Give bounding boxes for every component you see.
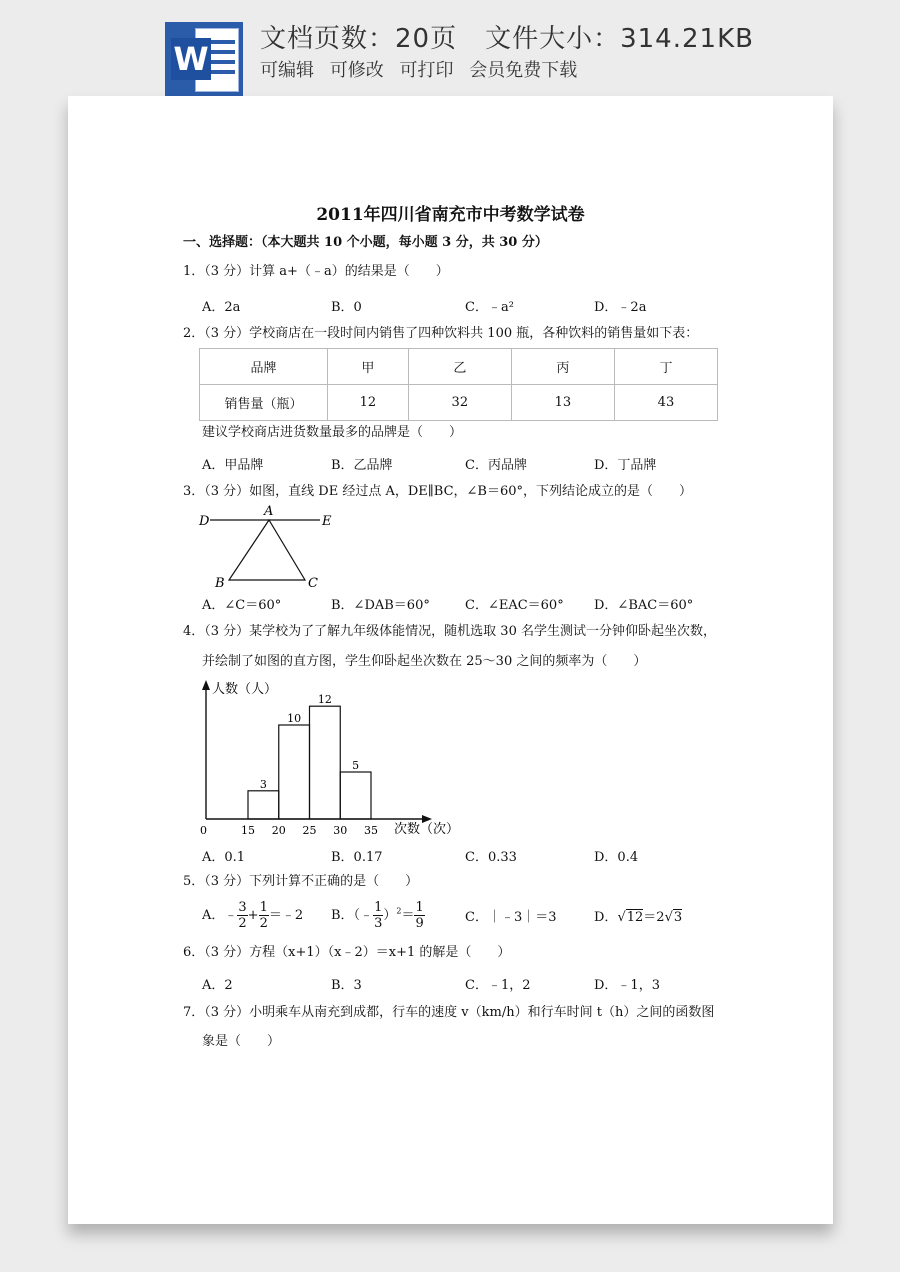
x-tick-label: 30 (333, 824, 348, 837)
table-cell: 销售量（瓶） (200, 385, 328, 421)
radicand: 12 (626, 910, 644, 925)
q5-option-a (202, 900, 303, 931)
q5d-prefix: D． (594, 910, 618, 925)
q5-option-d (594, 906, 682, 925)
feature-list (260, 56, 587, 82)
q3-option-b: B．∠DAB＝60° (331, 598, 430, 613)
section-heading: 一、选择题：（本大题共 10 个小题，每小题 3 分，共 30 分） (183, 235, 548, 250)
x-tick-label: 15 (241, 824, 255, 837)
triangle-figure (196, 504, 346, 588)
q2-option-c: C．丙品牌 (465, 458, 527, 473)
numerator: 1 (259, 900, 268, 915)
file-meta-line (260, 18, 754, 55)
feature-modifiable: 可修改 (329, 60, 384, 81)
denominator: 2 (259, 916, 268, 931)
histogram-bar (310, 706, 341, 819)
word-w-glyph: W (171, 38, 211, 80)
q2-option-d: D．丁品牌 (594, 458, 657, 473)
fraction (414, 900, 424, 931)
histogram-bar (279, 725, 310, 819)
sqrt-symbol: √ (617, 910, 626, 925)
question-7-stem-line2: 象是（ ） (202, 1034, 281, 1049)
q3-option-a: A．∠C＝60° (202, 598, 282, 613)
question-7-stem-line1: 7．（3 分）小明乘车从南充到成都，行车的速度 v（km/h）和行车时间 t（h）之间的函数图 (183, 1005, 715, 1020)
x-axis-label: 次数（次） (394, 822, 460, 837)
bar-data-label: 5 (352, 759, 360, 772)
histogram-bars (248, 693, 371, 819)
table-row (200, 349, 718, 385)
question-4-stem-line2: 并绘制了如图的直方图，学生仰卧起坐次数在 25～30 之间的频率为（ ） (202, 654, 647, 669)
bar-data-label: 12 (317, 693, 332, 707)
q5a-plus: + (247, 908, 259, 923)
numerator: 1 (415, 900, 424, 915)
q3-option-c: C．∠EAC＝60° (465, 598, 564, 613)
table-cell: 12 (327, 385, 408, 421)
q5a-prefix: A．﹣ (202, 908, 238, 923)
label-b: B (215, 576, 225, 588)
sales-table (199, 348, 718, 421)
feature-member-download: 会员免费下载 (469, 60, 578, 81)
page-count: 文档页数：20页 (260, 24, 458, 54)
q6-option-b: B．3 (331, 978, 362, 993)
histogram-bar (248, 791, 279, 819)
word-document-icon (165, 22, 243, 96)
x-tick-label: 25 (302, 824, 317, 837)
q2-option-a: A．甲品牌 (202, 458, 264, 473)
histogram-chart (196, 674, 466, 840)
table-cell: 丙 (511, 349, 614, 385)
histogram-ticks (200, 824, 378, 837)
bar-data-label: 10 (287, 712, 302, 725)
y-axis-label: 人数（人） (212, 682, 278, 697)
header-banner (0, 0, 900, 100)
feature-printable: 可打印 (399, 60, 454, 81)
q5-option-c: C．｜﹣3｜＝3 (465, 910, 557, 925)
question-1-stem: 1．（3 分）计算 a+（﹣a）的结果是（ ） (183, 264, 449, 279)
q6-option-d: D．﹣1，3 (594, 978, 660, 993)
question-3-stem: 3．（3 分）如图，直线 DE 经过点 A，DE∥BC，∠B＝60°，下列结论成立的是（ ） (183, 484, 693, 499)
fraction (373, 900, 383, 931)
x-tick-label: 0 (200, 824, 207, 837)
q5b-equals: ＝ (401, 908, 415, 923)
q4-option-c: C．0.33 (465, 850, 517, 865)
question-2-stem: 2．（3 分）学校商店在一段时间内销售了四种饮料共 100 瓶，各种饮料的销售量如下表： (183, 326, 699, 341)
q4-option-d: D．0.4 (594, 850, 639, 865)
q2-follow-up: 建议学校商店进货数量最多的品牌是（ ） (202, 425, 463, 440)
label-d: D (199, 514, 210, 529)
question-6-stem: 6．（3 分）方程（x+1）（x﹣2）＝x+1 的解是（ ） (183, 945, 511, 960)
table-cell: 品牌 (200, 349, 328, 385)
q2-option-b: B．乙品牌 (331, 458, 393, 473)
x-tick-label: 35 (364, 824, 378, 837)
q5b-paren: ） (383, 908, 397, 923)
q1-option-b: B．0 (331, 300, 362, 315)
q5b-prefix: B．（﹣ (331, 908, 374, 923)
q5b-exponent: 2 (396, 906, 402, 916)
feature-editable: 可编辑 (260, 60, 314, 81)
document-title: 2011年四川省南充市中考数学试卷 (316, 205, 585, 225)
q1-option-a: A．2a (202, 300, 241, 315)
q6-option-c: C．﹣1，2 (465, 978, 531, 993)
table-row (200, 385, 718, 421)
fraction (237, 900, 247, 931)
label-a: A (264, 504, 274, 519)
bar-data-label: 3 (259, 777, 267, 791)
q1-option-d: D．﹣2a (594, 300, 647, 315)
q5a-tail: ＝﹣2 (268, 908, 304, 923)
numerator: 1 (374, 900, 383, 915)
q3-option-d: D．∠BAC＝60° (594, 598, 694, 613)
histogram-bar (340, 772, 371, 819)
x-tick-label: 20 (271, 824, 286, 837)
document-page[interactable] (68, 96, 833, 1224)
q1-option-c: C．﹣a² (465, 300, 514, 315)
table-cell: 43 (614, 385, 717, 421)
denominator: 9 (415, 916, 424, 931)
table-cell: 甲 (327, 349, 408, 385)
fraction (259, 900, 269, 931)
numerator: 3 (238, 900, 247, 915)
q5d-mid: ＝2 (643, 910, 665, 925)
q5-option-b (331, 900, 425, 931)
triangle-abc (229, 520, 305, 580)
label-c: C (308, 576, 318, 588)
denominator: 2 (238, 916, 247, 931)
radicand: 3 (673, 910, 683, 925)
q4-option-b: B．0.17 (331, 850, 383, 865)
table-cell: 丁 (614, 349, 717, 385)
sqrt-symbol: √ (664, 910, 673, 925)
q4-option-a: A．0.1 (202, 850, 246, 865)
denominator: 3 (374, 916, 383, 931)
question-4-stem-line1: 4．（3 分）某学校为了了解九年级体能情况，随机选取 30 名学生测试一分钟仰卧起坐次数， (183, 624, 716, 639)
question-5-stem: 5．（3 分）下列计算不正确的是（ ） (183, 874, 419, 889)
label-e: E (322, 514, 332, 529)
q6-option-a: A．2 (202, 978, 233, 993)
file-size: 文件大小：314.21KB (485, 24, 754, 54)
table-cell: 32 (408, 385, 511, 421)
table-cell: 乙 (408, 349, 511, 385)
table-cell: 13 (511, 385, 614, 421)
y-axis-arrow (202, 680, 210, 690)
